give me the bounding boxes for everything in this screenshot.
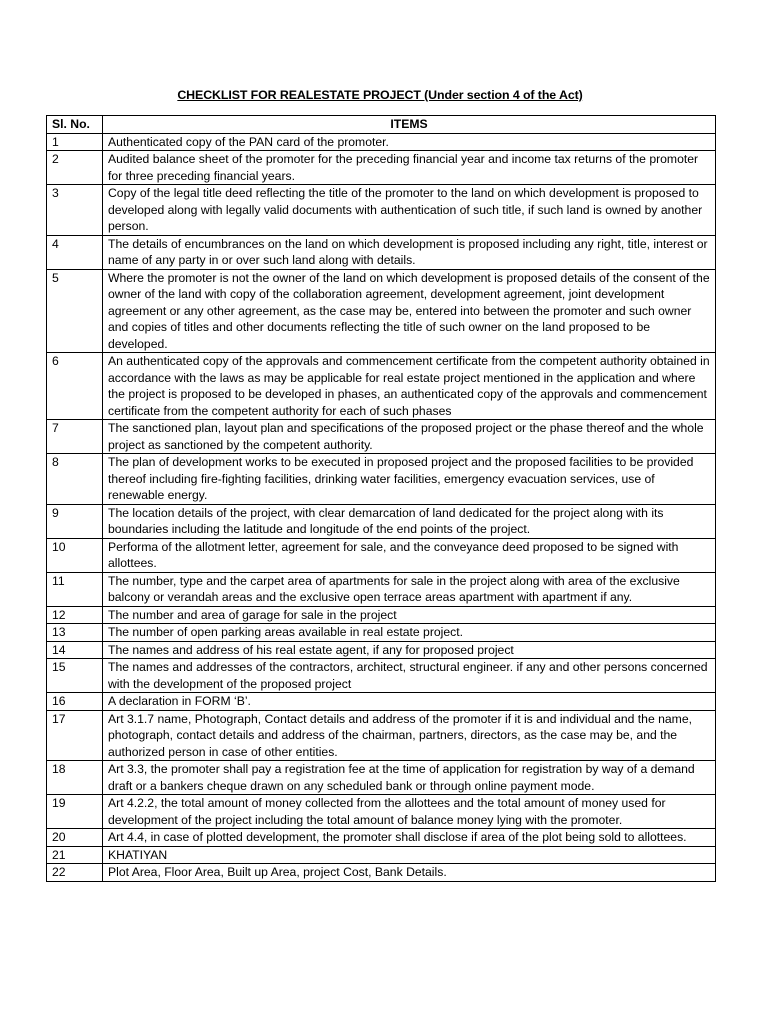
row-item: The sanctioned plan, layout plan and specifications of the proposed project or the phase thereof and the whole project as sanctioned by the competent authority. — [103, 420, 716, 454]
row-number: 19 — [47, 795, 103, 829]
row-number: 16 — [47, 693, 103, 711]
table-row — [47, 151, 716, 185]
table-row — [47, 693, 716, 711]
row-number: 20 — [47, 829, 103, 847]
row-item: Art 4.4, in case of plotted development, the promoter shall disclose if area of the plot being sold to allottees. — [103, 829, 716, 847]
row-item: The number of open parking areas available in real estate project. — [103, 624, 716, 642]
row-number: 9 — [47, 504, 103, 538]
table-row — [47, 624, 716, 642]
header-sl-no: Sl. No. — [47, 116, 103, 134]
table-row — [47, 235, 716, 269]
row-item: The plan of development works to be executed in proposed project and the proposed facilities to be provided thereof including fire-fighting facilities, drinking water facilities, emergency evacuation services, use of renewable energy. — [103, 454, 716, 505]
row-number: 8 — [47, 454, 103, 505]
table-row — [47, 420, 716, 454]
row-number: 3 — [47, 185, 103, 236]
row-item: The number and area of garage for sale in the project — [103, 606, 716, 624]
row-number: 22 — [47, 864, 103, 882]
table-row — [47, 454, 716, 505]
row-number: 21 — [47, 846, 103, 864]
table-row — [47, 795, 716, 829]
table-row — [47, 829, 716, 847]
table-row — [47, 864, 716, 882]
row-number: 4 — [47, 235, 103, 269]
table-row — [47, 353, 716, 420]
row-item: Where the promoter is not the owner of the land on which development is proposed details of the consent of the owner of the land with copy of the collaboration agreement, development agreement, joint development agreement or any other agreement, as the case may be, entered into between the promoter and such owner and copies of titles and other documents reflecting the title of such owner on the land proposed to be developed. — [103, 269, 716, 353]
row-item: Art 4.2.2, the total amount of money collected from the allottees and the total amount of money used for development of the project including the total amount of balance money lying with the promoter. — [103, 795, 716, 829]
row-item: Authenticated copy of the PAN card of the promoter. — [103, 133, 716, 151]
row-item: Plot Area, Floor Area, Built up Area, project Cost, Bank Details. — [103, 864, 716, 882]
table-row — [47, 846, 716, 864]
row-item: Performa of the allotment letter, agreement for sale, and the conveyance deed proposed to be signed with allottees. — [103, 538, 716, 572]
row-number: 15 — [47, 659, 103, 693]
row-number: 5 — [47, 269, 103, 353]
table-row — [47, 133, 716, 151]
row-number: 1 — [47, 133, 103, 151]
row-item: The names and addresses of the contractors, architect, structural engineer. if any and other persons concerned with the development of the proposed project — [103, 659, 716, 693]
table-row — [47, 572, 716, 606]
row-number: 6 — [47, 353, 103, 420]
table-row — [47, 269, 716, 353]
row-number: 14 — [47, 641, 103, 659]
row-item: Art 3.1.7 name, Photograph, Contact details and address of the promoter if it is and individual and the name, photograph, contact details and address of the chairman, partners, directors, as the case may be, and the authorized person in case of other entities. — [103, 710, 716, 761]
row-number: 10 — [47, 538, 103, 572]
row-item: KHATIYAN — [103, 846, 716, 864]
row-number: 18 — [47, 761, 103, 795]
table-row — [47, 761, 716, 795]
row-number: 2 — [47, 151, 103, 185]
table-row — [47, 641, 716, 659]
checklist-table — [46, 115, 716, 882]
row-number: 12 — [47, 606, 103, 624]
row-item: Art 3.3, the promoter shall pay a registration fee at the time of application for registration by way of a demand draft or a bankers cheque drawn on any scheduled bank or through online payment mode. — [103, 761, 716, 795]
row-item: The details of encumbrances on the land on which development is proposed including any right, title, interest or name of any party in or over such land along with details. — [103, 235, 716, 269]
document-title: CHECKLIST FOR REALESTATE PROJECT (Under section 4 of the Act) — [177, 88, 583, 102]
checklist-body — [47, 133, 716, 881]
row-item: The location details of the project, with clear demarcation of land dedicated for the project along with its boundaries including the latitude and longitude of the end points of the project. — [103, 504, 716, 538]
row-number: 11 — [47, 572, 103, 606]
header-items: ITEMS — [103, 116, 716, 134]
row-item: The names and address of his real estate agent, if any for proposed project — [103, 641, 716, 659]
row-number: 17 — [47, 710, 103, 761]
row-item: Copy of the legal title deed reflecting the title of the promoter to the land on which development is proposed to developed along with legally valid documents with authentication of such title, if such land is owned by another person. — [103, 185, 716, 236]
row-number: 7 — [47, 420, 103, 454]
table-header-row — [47, 116, 716, 134]
row-item: A declaration in FORM ‘B’. — [103, 693, 716, 711]
row-item: The number, type and the carpet area of apartments for sale in the project along with area of the exclusive balcony or verandah areas and the exclusive open terrace areas apartment with apartment if any. — [103, 572, 716, 606]
table-row — [47, 606, 716, 624]
row-item: Audited balance sheet of the promoter for the preceding financial year and income tax returns of the promoter for three preceding financial years. — [103, 151, 716, 185]
table-row — [47, 538, 716, 572]
row-number: 13 — [47, 624, 103, 642]
table-row — [47, 185, 716, 236]
row-item: An authenticated copy of the approvals and commencement certificate from the competent authority obtained in accordance with the laws as may be applicable for real estate project mentioned in the application and where the project is proposed to be developed in phases, an authenticated copy of the approvals and commencement certificate from the competent authority for each of such phases — [103, 353, 716, 420]
table-row — [47, 710, 716, 761]
table-row — [47, 504, 716, 538]
table-row — [47, 659, 716, 693]
